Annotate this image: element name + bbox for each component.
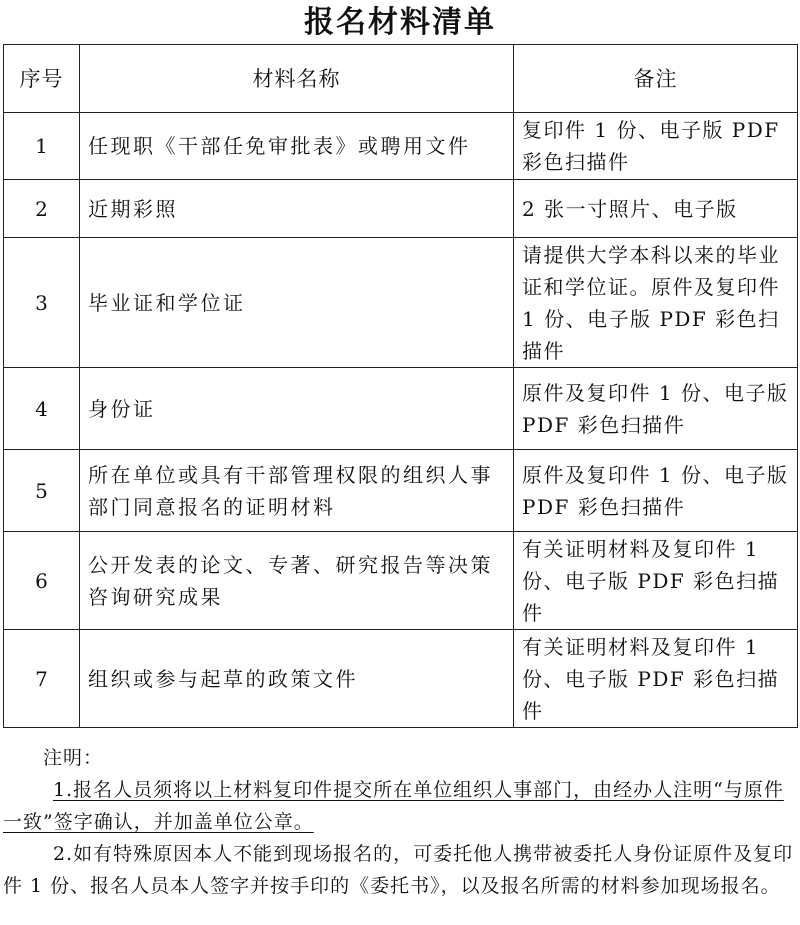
table-row [4, 113, 798, 180]
row-index: 1 [4, 113, 80, 180]
table-row [4, 238, 798, 368]
notes-section [3, 742, 797, 902]
table-row [4, 368, 798, 450]
notes-heading: 注明： [43, 747, 104, 769]
header-remark: 备注 [514, 45, 798, 113]
row-remark: 复印件 1 份、电子版 PDF 彩色扫描件 [514, 113, 798, 180]
row-name: 组织或参与起草的政策文件 [80, 630, 514, 728]
row-index: 3 [4, 238, 80, 368]
header-name: 材料名称 [80, 45, 514, 113]
row-name: 近期彩照 [80, 180, 514, 238]
table-row [4, 180, 798, 238]
row-index: 5 [4, 450, 80, 532]
note-item: 2.如有特殊原因本人不能到现场报名的，可委托他人携带被委托人身份证原件及复印件 1 份、报名人员本人签字并按手印的《委托书》，以及报名所需的材料参加现场报名。 [3, 843, 794, 897]
row-remark: 原件及复印件 1 份、电子版 PDF 彩色扫描件 [514, 368, 798, 450]
header-index: 序号 [4, 45, 80, 113]
note-item: 1.报名人员须将以上材料复印件提交所在单位组织人事部门，由经办人注明“与原件一致”签字确认，并加盖单位公章。 [3, 779, 784, 833]
row-remark: 请提供大学本科以来的毕业证和学位证。原件及复印件 1 份、电子版 PDF 彩色扫描件 [514, 238, 798, 368]
row-name: 所在单位或具有干部管理权限的组织人事部门同意报名的证明材料 [80, 450, 514, 532]
row-name: 任现职《干部任免审批表》或聘用文件 [80, 113, 514, 180]
table-header-row [4, 45, 798, 113]
row-remark: 2 张一寸照片、电子版 [514, 180, 798, 238]
table-row [4, 450, 798, 532]
table-row [4, 532, 798, 630]
page-title: 报名材料清单 [304, 5, 496, 40]
row-name: 毕业证和学位证 [80, 238, 514, 368]
row-index: 7 [4, 630, 80, 728]
row-index: 4 [4, 368, 80, 450]
table-row [4, 630, 798, 728]
row-remark: 原件及复印件 1 份、电子版 PDF 彩色扫描件 [514, 450, 798, 532]
row-index: 6 [4, 532, 80, 630]
row-name: 公开发表的论文、专著、研究报告等决策咨询研究成果 [80, 532, 514, 630]
row-remark: 有关证明材料及复印件 1 份、电子版 PDF 彩色扫描件 [514, 532, 798, 630]
row-index: 2 [4, 180, 80, 238]
row-remark: 有关证明材料及复印件 1 份、电子版 PDF 彩色扫描件 [514, 630, 798, 728]
materials-table [3, 44, 798, 728]
row-name: 身份证 [80, 368, 514, 450]
